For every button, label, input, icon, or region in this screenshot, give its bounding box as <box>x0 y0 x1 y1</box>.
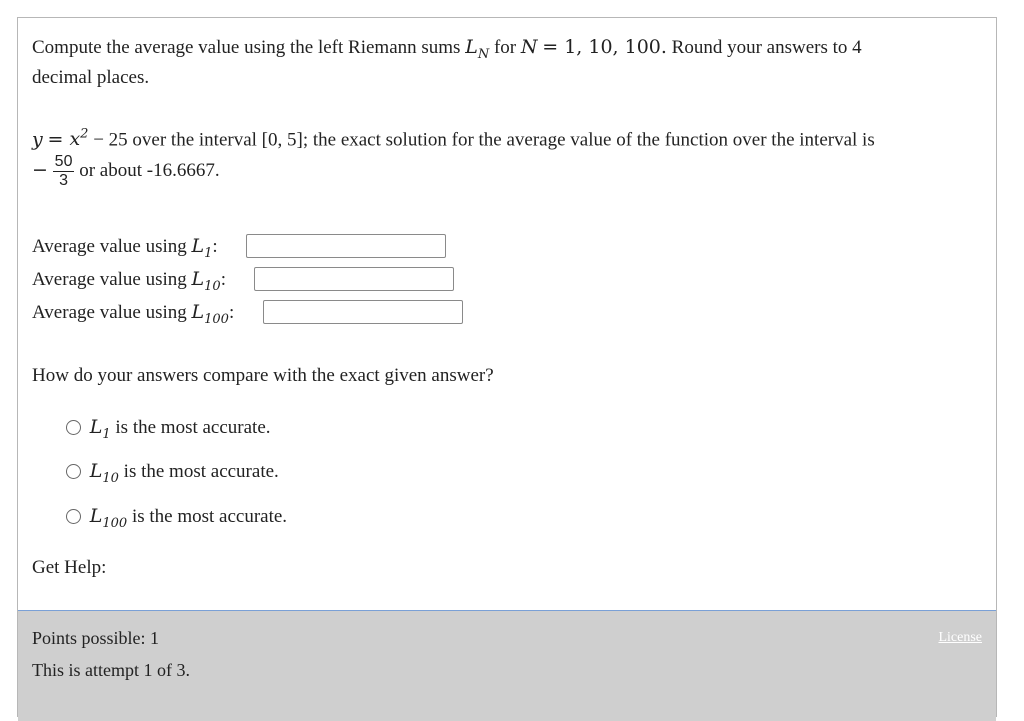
option-math-L1: $L_1$ <box>89 416 111 442</box>
option-L10[interactable] <box>66 460 279 486</box>
question-intro-line2: decimal places. <box>32 67 150 88</box>
function-statement <box>32 127 875 151</box>
question-intro <box>32 36 862 62</box>
func-x: $x^2$ <box>69 127 89 151</box>
exact-denominator: 3 <box>59 172 69 189</box>
intro-eq: = 1, 10, 100. <box>542 36 667 58</box>
func-rest: − 25 over the interval [0, 5]; the exact solution for the average value of the function over the interval is <box>88 129 875 151</box>
answer-input-L1[interactable] <box>246 234 446 258</box>
radio-L10[interactable] <box>66 464 81 479</box>
intro-N: N <box>520 36 538 58</box>
question-card <box>17 17 997 717</box>
option-label-L1: is the most accurate. <box>115 417 271 438</box>
points-possible: Points possible: 1 <box>32 628 160 648</box>
answer-input-L10[interactable] <box>254 267 454 291</box>
option-L100[interactable] <box>66 505 287 531</box>
answer-label-L1: Average value using $L_1$: <box>32 235 218 261</box>
func-y: y <box>32 128 43 151</box>
answer-math-L100: $L_{100}$ <box>191 301 229 327</box>
exact-minus: − <box>32 158 48 181</box>
radio-L1[interactable] <box>66 420 81 435</box>
intro-for: for <box>493 37 517 58</box>
func-eq: = <box>47 128 70 151</box>
intro-text: Compute the average value using the left Riemann sums <box>32 37 461 58</box>
license-link[interactable]: License <box>938 630 982 645</box>
answer-input-L100[interactable] <box>263 300 463 324</box>
exact-fraction <box>53 153 75 190</box>
option-L1[interactable] <box>66 416 271 442</box>
intro-round: Round your answers to 4 <box>671 37 862 58</box>
option-math-L100: $L_{100}$ <box>89 505 128 531</box>
attempt-count: This is attempt 1 of 3. <box>32 660 190 680</box>
option-label-L10: is the most accurate. <box>123 461 279 482</box>
compare-prompt: How do your answers compare with the exact given answer? <box>32 365 494 386</box>
radio-L100[interactable] <box>66 509 81 524</box>
exact-value <box>32 153 220 190</box>
question-footer <box>18 610 996 721</box>
answer-math-L1: $L_1$ <box>191 235 213 261</box>
intro-LN: $L_N$ <box>465 36 490 62</box>
answer-math-L10: $L_{10}$ <box>191 268 221 294</box>
exact-text: or about -16.6667. <box>79 159 220 181</box>
answer-label-L100: Average value using $L_{100}$: <box>32 301 235 327</box>
exact-numerator: 50 <box>54 153 73 170</box>
answer-label-L10: Average value using $L_{10}$: <box>32 268 226 294</box>
get-help-label: Get Help: <box>32 557 107 578</box>
option-label-L100: is the most accurate. <box>131 506 288 527</box>
option-math-L10: $L_{10}$ <box>89 460 119 486</box>
